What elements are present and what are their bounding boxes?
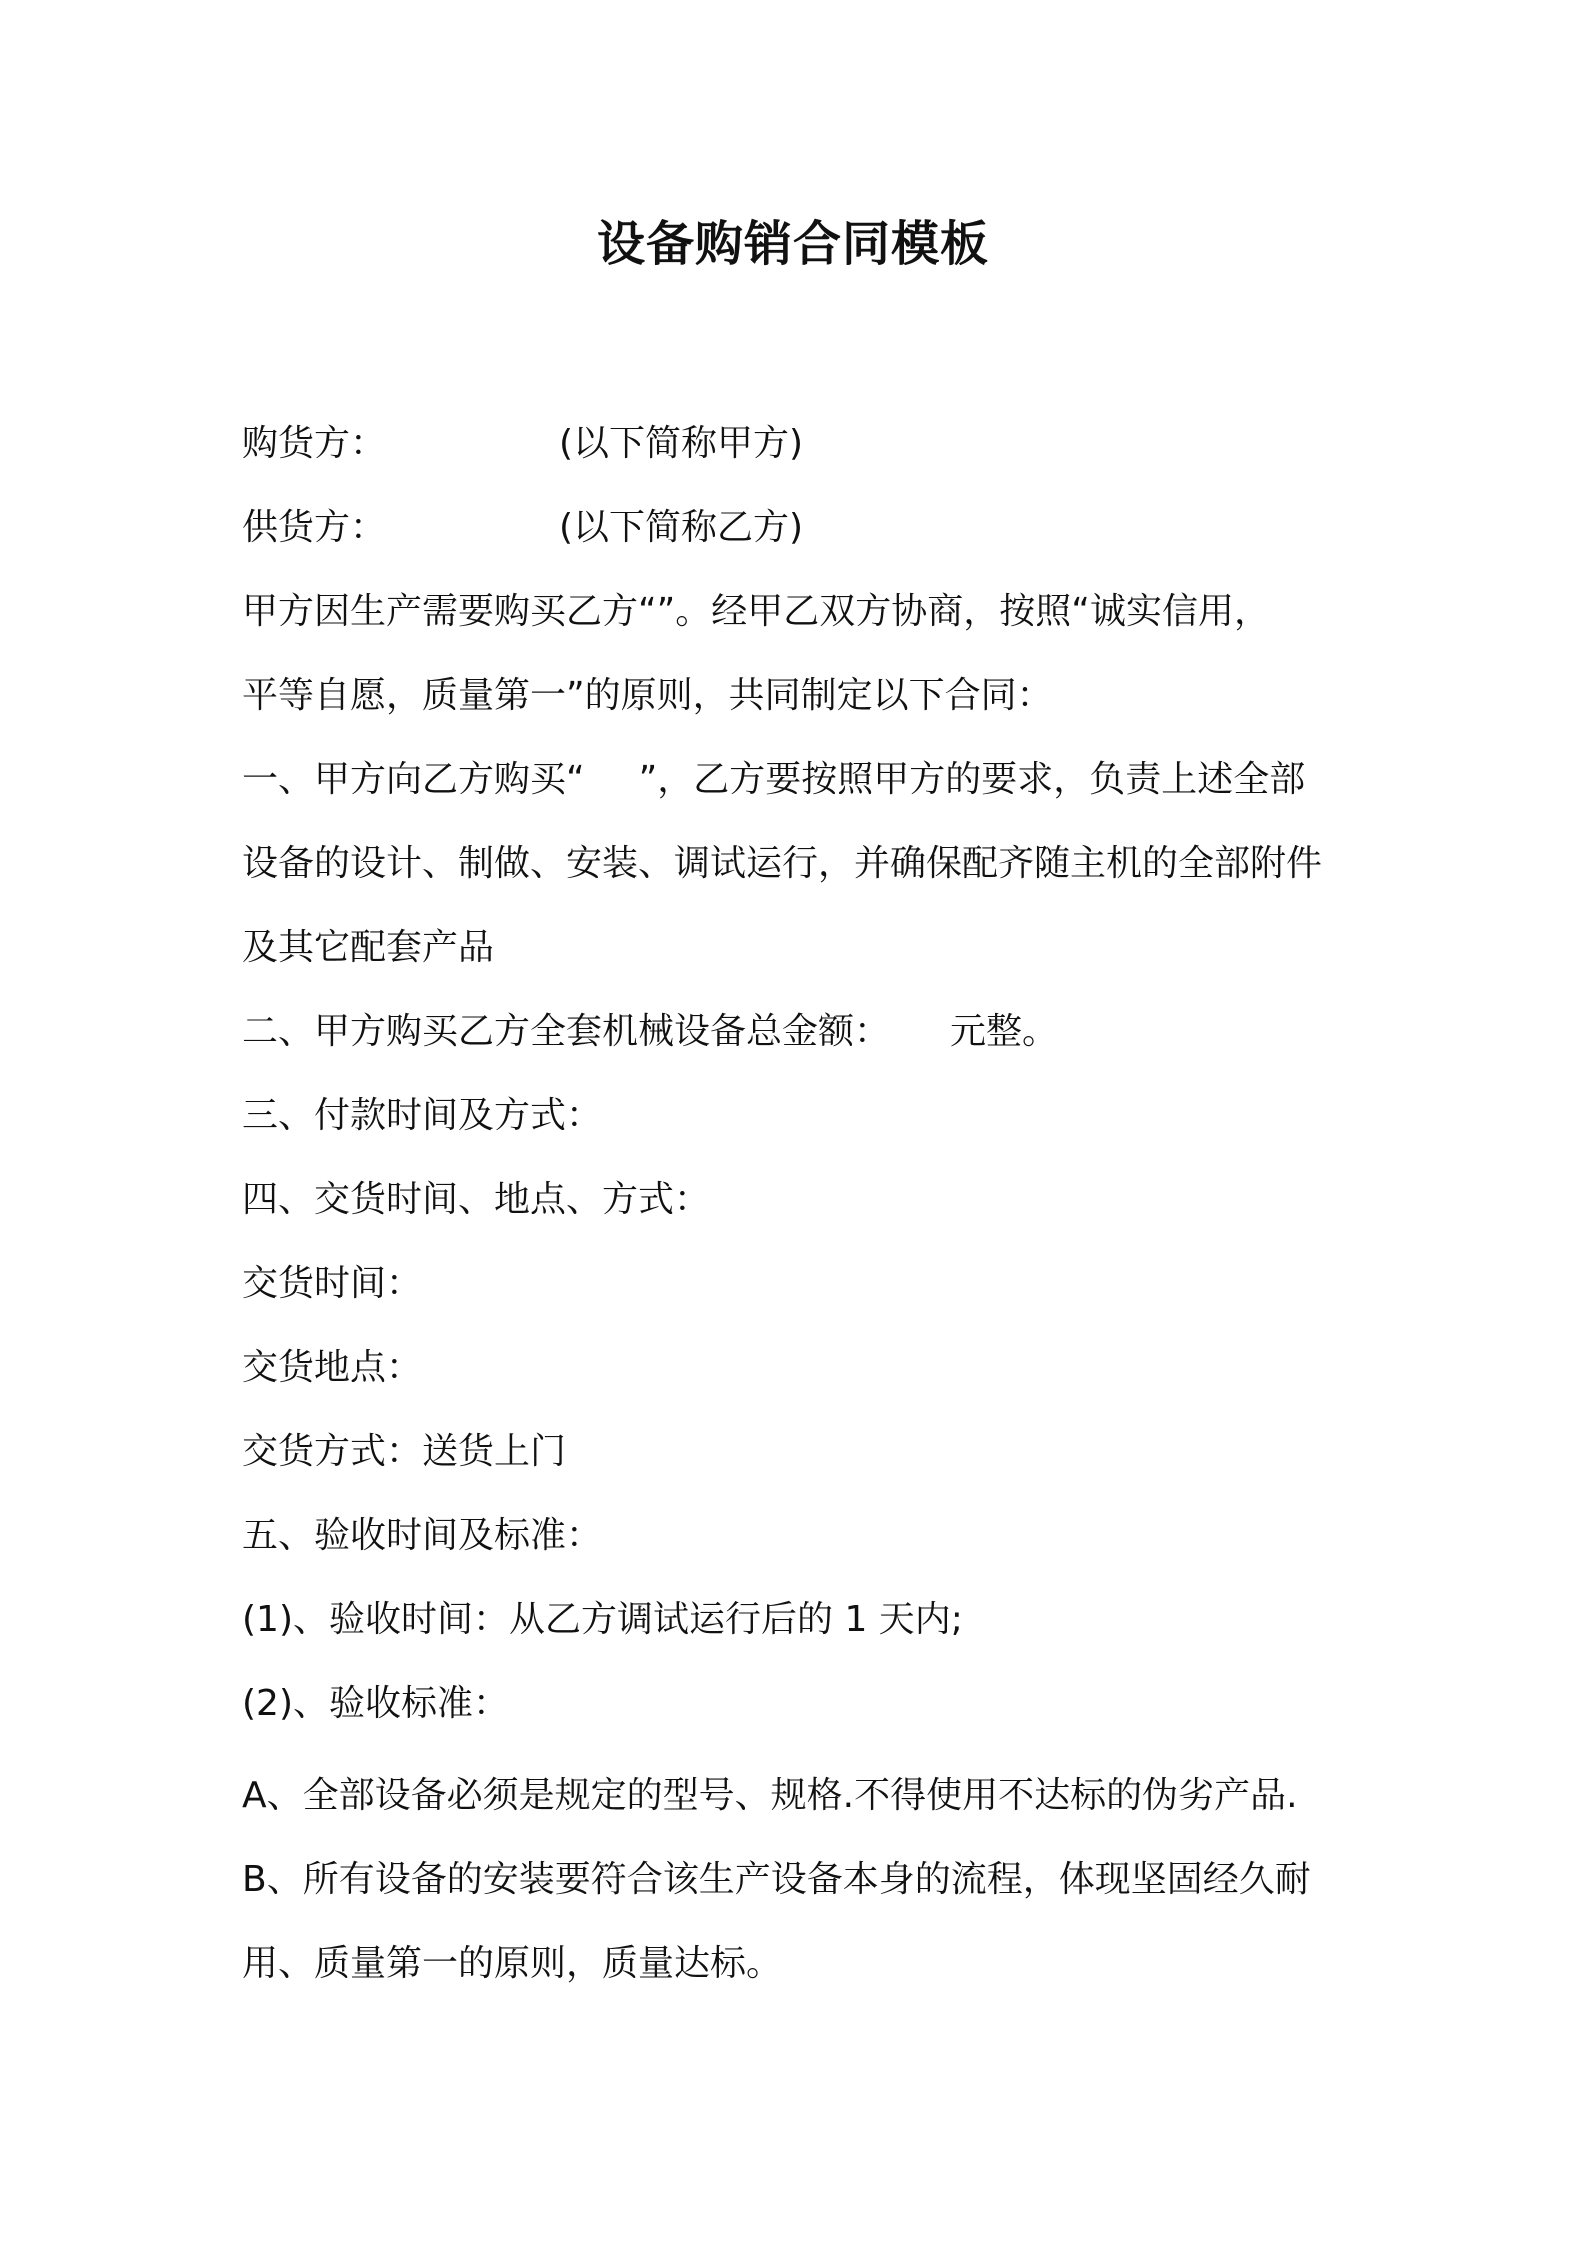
document-title: 设备购销合同模板 — [596, 216, 989, 272]
supplier-note: (以下简称乙方) — [559, 507, 804, 548]
standard-b-line-2: 用、质量第一的原则，质量达标。 — [242, 1943, 783, 1984]
clause-1-part-2: ”，乙方要按照甲方的要求，负责上述全部 — [638, 759, 1306, 800]
clause-2-text: 二、甲方购买乙方全套机械设备总金额： — [242, 1011, 891, 1052]
supplier-line — [242, 486, 1362, 570]
acceptance-time: (1)、验收时间：从乙方调试运行后的 1 天内; — [242, 1599, 963, 1640]
clause-4: 四、交货时间、地点、方式： — [242, 1179, 711, 1220]
contract-body — [242, 402, 1362, 2006]
preamble-line-2: 平等自愿，质量第一”的原则，共同制定以下合同： — [242, 675, 1053, 716]
acceptance-standard: (2)、验收标准： — [242, 1683, 509, 1724]
delivery-time: 交货时间： — [242, 1263, 423, 1304]
supplier-label: 供货方： — [242, 507, 387, 548]
clause-2-suffix: 元整。 — [950, 1011, 1059, 1052]
clause-5: 五、验收时间及标准： — [242, 1515, 603, 1556]
standard-b-line-1: B、所有设备的安装要符合该生产设备本身的流程，体现坚固经久耐 — [242, 1859, 1311, 1900]
delivery-place: 交货地点： — [242, 1347, 423, 1388]
clause-1-line-1 — [242, 738, 1362, 822]
buyer-note: (以下简称甲方) — [559, 423, 804, 464]
buyer-label: 购货方： — [242, 423, 387, 464]
buyer-line — [242, 402, 1362, 486]
clause-2 — [242, 990, 1362, 1074]
standard-a: A、全部设备必须是规定的型号、规格.不得使用不达标的伪劣产品. — [242, 1775, 1298, 1816]
clause-1-line-2: 设备的设计、制做、安装、调试运行，并确保配齐随主机的全部附件 — [242, 843, 1323, 884]
clause-3: 三、付款时间及方式： — [242, 1095, 603, 1136]
preamble-line-1: 甲方因生产需要购买乙方“”。经甲乙双方协商，按照“诚实信用， — [242, 591, 1270, 632]
delivery-method: 交货方式：送货上门 — [242, 1431, 567, 1472]
clause-1-line-3: 及其它配套产品 — [242, 927, 495, 968]
clause-1-part-1: 一、甲方向乙方购买“ — [242, 759, 585, 800]
standards-block — [242, 1754, 1362, 2006]
